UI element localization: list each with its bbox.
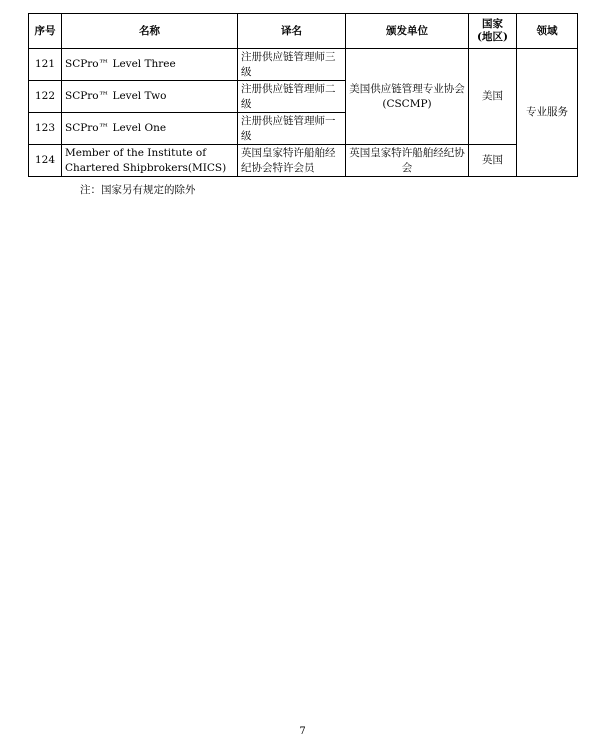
header-no: 序号 bbox=[29, 14, 62, 49]
page-number: 7 bbox=[299, 726, 306, 737]
row-name: SCPro™ Level Three bbox=[62, 49, 238, 81]
table-row bbox=[29, 145, 578, 177]
issuer-cscmp: 美国供应链管理专业协会(CSCMP) bbox=[346, 49, 469, 145]
row-translation: 注册供应链管理师一级 bbox=[238, 113, 346, 145]
issuer-ics: 英国皇家特许船舶经纪协会 bbox=[346, 145, 469, 177]
row-name: SCPro™ Level One bbox=[62, 113, 238, 145]
row-no: 122 bbox=[29, 81, 62, 113]
row-no: 123 bbox=[29, 113, 62, 145]
row-no: 121 bbox=[29, 49, 62, 81]
table-header-row bbox=[29, 14, 578, 49]
header-issuer: 颁发单位 bbox=[346, 14, 469, 49]
header-country-line1: 国家 bbox=[482, 18, 503, 30]
certificate-table bbox=[28, 13, 578, 177]
table-row bbox=[29, 49, 578, 81]
country-us: 美国 bbox=[469, 49, 517, 145]
header-field: 领域 bbox=[517, 14, 578, 49]
row-no: 124 bbox=[29, 145, 62, 177]
header-name: 名称 bbox=[62, 14, 238, 49]
row-name: Member of the Institute of Chartered Shipbrokers(MICS) bbox=[62, 145, 238, 177]
field-professional-services: 专业服务 bbox=[517, 49, 578, 177]
header-translation: 译名 bbox=[238, 14, 346, 49]
header-country bbox=[469, 14, 517, 49]
row-translation: 注册供应链管理师三级 bbox=[238, 49, 346, 81]
row-translation: 英国皇家特许船舶经纪协会特许会员 bbox=[238, 145, 346, 177]
header-country-line2: (地区) bbox=[477, 31, 508, 43]
row-translation: 注册供应链管理师二级 bbox=[238, 81, 346, 113]
row-name: SCPro™ Level Two bbox=[62, 81, 238, 113]
country-uk: 英国 bbox=[469, 145, 517, 177]
footnote: 注：国家另有规定的除外 bbox=[80, 184, 196, 196]
